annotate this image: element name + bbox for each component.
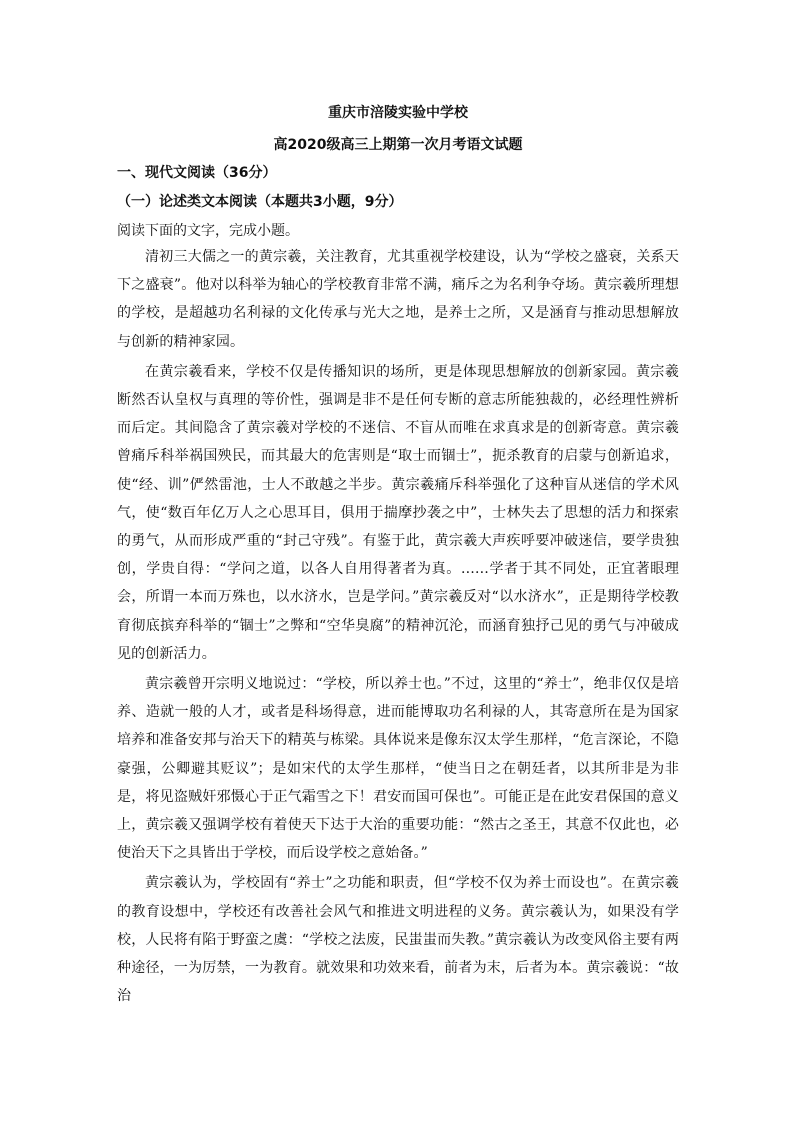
- section-heading: 一、现代文阅读（36分）: [117, 165, 277, 181]
- body-paragraph-4: 黄宗羲认为，学校固有“养士”之功能和职责，但“学校不仅为养士而设也”。在黄宗羲的教育设想中，学校还有改善社会风气和推进文明进程的义务。黄宗羲认为，如果没有学校，人民将有陷于野蛮之虞：“学校之法废，民蚩蚩而失教。”黄宗羲认为改变风俗主要有两种途径，一为厉禁，一为教育。就效果和功效来看，前者为末，后者为本。黄宗羲说：“故治: [117, 875, 679, 1005]
- body-paragraph-1: 清初三大儒之一的黄宗羲，关注教育，尤其重视学校建设，认为“学校之盛衰，关系天下之盛衰”。他对以科举为轴心的学校教育非常不满，痛斥之为名利争夺场。黄宗羲所理想的学校，是超越功名利禄的文化传承与光大之地，是养士之所，又是涵育与推动思想解放与创新的精神家园。: [117, 249, 679, 350]
- school-name: 重庆市涪陵实验中学校: [328, 105, 468, 121]
- exam-title: 高2020级高三上期第一次月考语文试题: [273, 137, 523, 153]
- subsection-heading: （一）论述类文本阅读（本题共3小题，9分）: [117, 194, 403, 210]
- reading-instruction: 阅读下面的文字，完成小题。: [117, 223, 299, 239]
- exam-page: [117, 96, 679, 1010]
- body-paragraph-3: 黄宗羲曾开宗明义地说过：“学校，所以养士也。”不过，这里的“养士”，绝非仅仅是培养、造就一般的人才，或者是科场得意，进而能博取功名利禄的人，其寄意所在是为国家培养和准备安邦与治天下的精英与栋梁。具体说来是像东汉太学生那样，“危言深论，不隐豪强，公卿避其贬议”；是如宋代的太学生那样，“使当日之在朝廷者，以其所非是为非是，将见盗贼奸邪慑心于正气霜雪之下！君安而国可保也”。可能正是在此安君保国的意义上，黄宗羲又强调学校有着使天下达于大治的重要功能：“然古之圣王，其意不仅此也，必使治天下之具皆出于学校，而后设学校之意始备。”: [117, 676, 679, 862]
- body-paragraph-2: 在黄宗羲看来，学校不仅是传播知识的场所，更是体现思想解放的创新家园。黄宗羲断然否认皇权与真理的等价性，强调是非不是任何专断的意志所能独裁的，必经理性辨析而后定。其间隐含了黄宗羲对学校的不迷信、不盲从而唯在求真求是的创新寄意。黄宗羲曾痛斥科举祸国殃民，而其最大的危害则是“取士而锢士”，扼杀教育的启蒙与创新追求，使“经、训”俨然雷池，士人不敢越之半步。黄宗羲痛斥科举强化了这种盲从迷信的学术风气，使“数百年亿万人之心思耳目，俱用于揣摩抄袭之中”，士林失去了思想的活力和探索的勇气，从而形成严重的“封己守残”。有鉴于此，黄宗羲大声疾呼要冲破迷信，要学贵独创，学贵自得：“学问之道，以各人自用得著者为真。……学者于其不同处，正宜著眼理会，所谓一本而万殊也，以水济水，岂是学问。”黄宗羲反对“以水济水”，正是期待学校教育彻底摈弃科举的“锢士”之弊和“空华臭腐”的精神沉沦，而涵育独抒己见的勇气与冲破成见的创新活力。: [117, 363, 679, 662]
